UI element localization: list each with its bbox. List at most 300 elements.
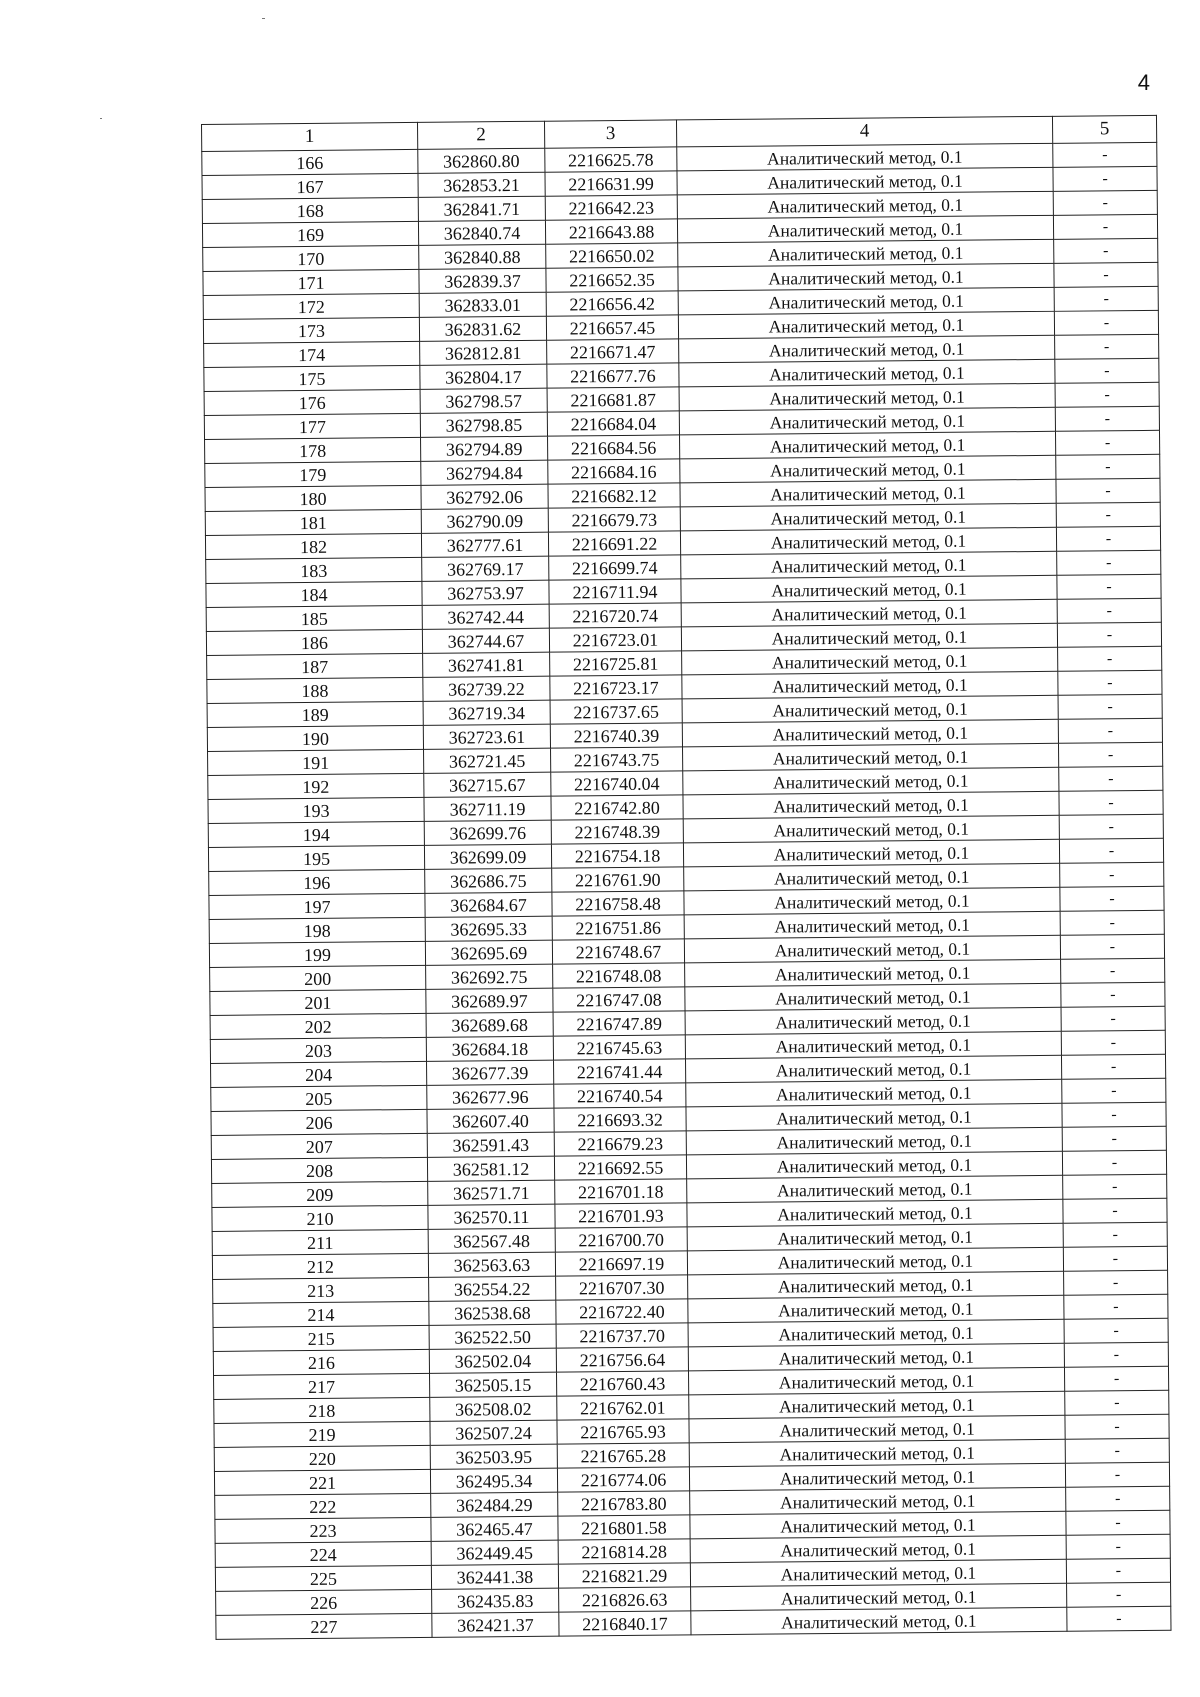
x-coordinate-cell: 362435.83	[432, 1588, 559, 1613]
description-cell: -	[1063, 1246, 1167, 1271]
description-cell: -	[1064, 1270, 1168, 1295]
point-number-cell: 180	[205, 485, 421, 511]
point-number-cell: 196	[209, 869, 425, 895]
point-number-cell: 206	[211, 1109, 427, 1135]
x-coordinate-cell: 362715.67	[424, 772, 551, 797]
description-cell: -	[1057, 574, 1161, 599]
point-number-cell: 185	[206, 605, 422, 631]
x-coordinate-cell: 362790.09	[421, 508, 548, 533]
description-cell: -	[1057, 598, 1161, 623]
description-cell: -	[1060, 934, 1164, 959]
x-coordinate-cell: 362538.68	[429, 1300, 556, 1325]
method-cell: Аналитический метод, 0.1	[679, 359, 1055, 387]
method-cell: Аналитический метод, 0.1	[686, 1079, 1062, 1107]
column-header-y: 3	[544, 120, 676, 148]
method-cell: Аналитический метод, 0.1	[682, 719, 1058, 747]
method-cell: Аналитический метод, 0.1	[684, 911, 1060, 939]
description-cell: -	[1058, 646, 1162, 671]
method-cell: Аналитический метод, 0.1	[683, 767, 1059, 795]
method-cell: Аналитический метод, 0.1	[690, 1511, 1066, 1539]
y-coordinate-cell: 2216723.17	[550, 675, 682, 700]
point-number-cell: 199	[209, 941, 425, 967]
method-cell: Аналитический метод, 0.1	[677, 143, 1053, 171]
point-number-cell: 202	[210, 1013, 426, 1039]
point-number-cell: 191	[208, 749, 424, 775]
method-cell: Аналитический метод, 0.1	[677, 167, 1053, 195]
description-cell: -	[1063, 1222, 1167, 1247]
x-coordinate-cell: 362833.01	[419, 292, 546, 317]
x-coordinate-cell: 362798.57	[420, 388, 547, 413]
x-coordinate-cell: 362449.45	[431, 1540, 558, 1565]
point-number-cell: 218	[214, 1397, 430, 1423]
y-coordinate-cell: 2216631.99	[545, 171, 677, 196]
point-number-cell: 209	[212, 1181, 428, 1207]
method-cell: Аналитический метод, 0.1	[690, 1559, 1066, 1587]
x-coordinate-cell: 362739.22	[423, 676, 550, 701]
method-cell: Аналитический метод, 0.1	[681, 623, 1057, 651]
point-number-cell: 188	[207, 677, 423, 703]
y-coordinate-cell: 2216774.06	[557, 1467, 689, 1492]
description-cell: -	[1056, 454, 1160, 479]
description-cell: -	[1055, 334, 1159, 359]
y-coordinate-cell: 2216748.39	[551, 819, 683, 844]
x-coordinate-cell: 362695.33	[425, 916, 552, 941]
x-coordinate-cell: 362507.24	[430, 1420, 557, 1445]
x-coordinate-cell: 362831.62	[419, 316, 546, 341]
method-cell: Аналитический метод, 0.1	[685, 959, 1061, 987]
point-number-cell: 194	[208, 821, 424, 847]
description-cell: -	[1055, 406, 1159, 431]
y-coordinate-cell: 2216701.18	[555, 1179, 687, 1204]
method-cell: Аналитический метод, 0.1	[677, 215, 1053, 243]
point-number-cell: 189	[207, 701, 423, 727]
y-coordinate-cell: 2216722.40	[556, 1299, 688, 1324]
method-cell: Аналитический метод, 0.1	[689, 1439, 1065, 1467]
x-coordinate-cell: 362571.71	[428, 1180, 555, 1205]
point-number-cell: 212	[212, 1253, 428, 1279]
x-coordinate-cell: 362794.84	[421, 460, 548, 485]
method-cell: Аналитический метод, 0.1	[688, 1271, 1064, 1299]
x-coordinate-cell: 362753.97	[422, 580, 549, 605]
x-coordinate-cell: 362502.04	[429, 1348, 556, 1373]
x-coordinate-cell: 362695.69	[425, 940, 552, 965]
description-cell: -	[1061, 1030, 1165, 1055]
description-cell: -	[1066, 1558, 1170, 1583]
x-coordinate-cell: 362554.22	[429, 1276, 556, 1301]
x-coordinate-cell: 362421.37	[432, 1612, 559, 1637]
method-cell: Аналитический метод, 0.1	[688, 1319, 1064, 1347]
x-coordinate-cell: 362505.15	[430, 1372, 557, 1397]
point-number-cell: 174	[204, 341, 420, 367]
method-cell: Аналитический метод, 0.1	[687, 1199, 1063, 1227]
x-coordinate-cell: 362503.95	[430, 1444, 557, 1469]
coordinates-table	[201, 115, 1172, 1640]
x-coordinate-cell: 362689.68	[426, 1012, 553, 1037]
point-number-cell: 223	[215, 1517, 431, 1543]
description-cell: -	[1054, 262, 1158, 287]
x-coordinate-cell: 362567.48	[428, 1228, 555, 1253]
x-coordinate-cell: 362441.38	[431, 1564, 558, 1589]
description-cell: -	[1058, 718, 1162, 743]
y-coordinate-cell: 2216671.47	[547, 339, 679, 364]
y-coordinate-cell: 2216656.42	[546, 291, 678, 316]
description-cell: -	[1061, 1054, 1165, 1079]
method-cell: Аналитический метод, 0.1	[686, 1127, 1062, 1155]
point-number-cell: 186	[206, 629, 422, 655]
method-cell: Аналитический метод, 0.1	[685, 1031, 1061, 1059]
point-number-cell: 173	[203, 317, 419, 343]
description-cell: -	[1057, 622, 1161, 647]
point-number-cell: 226	[216, 1589, 432, 1615]
y-coordinate-cell: 2216761.90	[552, 867, 684, 892]
x-coordinate-cell: 362794.89	[421, 436, 548, 461]
description-cell: -	[1062, 1150, 1166, 1175]
description-cell: -	[1065, 1438, 1169, 1463]
description-cell: -	[1060, 910, 1164, 935]
description-cell: -	[1060, 862, 1164, 887]
method-cell: Аналитический метод, 0.1	[677, 191, 1053, 219]
column-header-point-number: 1	[202, 122, 418, 151]
y-coordinate-cell: 2216751.86	[552, 915, 684, 940]
point-number-cell: 181	[205, 509, 421, 535]
point-number-cell: 224	[215, 1541, 431, 1567]
point-number-cell: 197	[209, 893, 425, 919]
y-coordinate-cell: 2216681.87	[547, 387, 679, 412]
point-number-cell: 182	[205, 533, 421, 559]
y-coordinate-cell: 2216737.70	[556, 1323, 688, 1348]
method-cell: Аналитический метод, 0.1	[678, 287, 1054, 315]
method-cell: Аналитический метод, 0.1	[690, 1487, 1066, 1515]
point-number-cell: 208	[211, 1157, 427, 1183]
x-coordinate-cell: 362741.81	[423, 652, 550, 677]
method-cell: Аналитический метод, 0.1	[685, 983, 1061, 1011]
method-cell: Аналитический метод, 0.1	[686, 1103, 1062, 1131]
x-coordinate-cell: 362465.47	[431, 1516, 558, 1541]
y-coordinate-cell: 2216723.01	[549, 627, 681, 652]
description-cell: -	[1053, 166, 1157, 191]
description-cell: -	[1064, 1318, 1168, 1343]
description-cell: -	[1060, 886, 1164, 911]
x-coordinate-cell: 362841.71	[418, 196, 545, 221]
method-cell: Аналитический метод, 0.1	[687, 1175, 1063, 1203]
y-coordinate-cell: 2216701.93	[555, 1203, 687, 1228]
method-cell: Аналитический метод, 0.1	[688, 1367, 1064, 1395]
y-coordinate-cell: 2216814.28	[558, 1539, 690, 1564]
y-coordinate-cell: 2216762.01	[557, 1395, 689, 1420]
x-coordinate-cell: 362777.61	[421, 532, 548, 557]
y-coordinate-cell: 2216743.75	[551, 747, 683, 772]
point-number-cell: 172	[203, 293, 419, 319]
y-coordinate-cell: 2216826.63	[559, 1587, 691, 1612]
description-cell: -	[1053, 190, 1157, 215]
description-cell: -	[1065, 1414, 1169, 1439]
y-coordinate-cell: 2216758.48	[552, 891, 684, 916]
method-cell: Аналитический метод, 0.1	[679, 407, 1055, 435]
y-coordinate-cell: 2216679.23	[554, 1131, 686, 1156]
method-cell: Аналитический метод, 0.1	[680, 503, 1056, 531]
method-cell: Аналитический метод, 0.1	[679, 335, 1055, 363]
description-cell: -	[1059, 814, 1163, 839]
point-number-cell: 192	[208, 773, 424, 799]
method-cell: Аналитический метод, 0.1	[681, 551, 1057, 579]
y-coordinate-cell: 2216765.28	[557, 1443, 689, 1468]
method-cell: Аналитический метод, 0.1	[681, 599, 1057, 627]
method-cell: Аналитический метод, 0.1	[684, 887, 1060, 915]
y-coordinate-cell: 2216765.93	[557, 1419, 689, 1444]
description-cell: -	[1063, 1198, 1167, 1223]
point-number-cell: 177	[204, 413, 420, 439]
x-coordinate-cell: 362804.17	[420, 364, 547, 389]
point-number-cell: 219	[214, 1421, 430, 1447]
description-cell: -	[1056, 478, 1160, 503]
y-coordinate-cell: 2216684.56	[548, 435, 680, 460]
y-coordinate-cell: 2216756.64	[556, 1347, 688, 1372]
description-cell: -	[1064, 1294, 1168, 1319]
description-cell: -	[1062, 1078, 1166, 1103]
y-coordinate-cell: 2216657.45	[546, 315, 678, 340]
y-coordinate-cell: 2216682.12	[548, 483, 680, 508]
description-cell: -	[1064, 1366, 1168, 1391]
point-number-cell: 215	[213, 1325, 429, 1351]
point-number-cell: 187	[207, 653, 423, 679]
description-cell: -	[1061, 958, 1165, 983]
y-coordinate-cell: 2216748.08	[553, 963, 685, 988]
x-coordinate-cell: 362591.43	[427, 1132, 554, 1157]
x-coordinate-cell: 362677.96	[427, 1084, 554, 1109]
point-number-cell: 207	[211, 1133, 427, 1159]
x-coordinate-cell: 362684.18	[426, 1036, 553, 1061]
description-cell: -	[1066, 1486, 1170, 1511]
x-coordinate-cell: 362677.39	[427, 1060, 554, 1085]
method-cell: Аналитический метод, 0.1	[680, 431, 1056, 459]
description-cell: -	[1054, 238, 1158, 263]
method-cell: Аналитический метод, 0.1	[683, 839, 1059, 867]
description-cell: -	[1055, 382, 1159, 407]
x-coordinate-cell: 362484.29	[431, 1492, 558, 1517]
point-number-cell: 169	[202, 221, 418, 247]
x-coordinate-cell: 362860.80	[418, 148, 545, 173]
point-number-cell: 168	[202, 197, 418, 223]
description-cell: -	[1058, 670, 1162, 695]
point-number-cell: 184	[206, 581, 422, 607]
y-coordinate-cell: 2216747.08	[553, 987, 685, 1012]
y-coordinate-cell: 2216684.16	[548, 459, 680, 484]
point-number-cell: 204	[211, 1061, 427, 1087]
description-cell: -	[1063, 1174, 1167, 1199]
method-cell: Аналитический метод, 0.1	[687, 1223, 1063, 1251]
x-coordinate-cell: 362798.85	[420, 412, 547, 437]
method-cell: Аналитический метод, 0.1	[691, 1607, 1067, 1635]
description-cell: -	[1067, 1606, 1171, 1631]
y-coordinate-cell: 2216697.19	[555, 1251, 687, 1276]
x-coordinate-cell: 362495.34	[430, 1468, 557, 1493]
x-coordinate-cell: 362839.37	[419, 268, 546, 293]
point-number-cell: 179	[205, 461, 421, 487]
y-coordinate-cell: 2216801.58	[558, 1515, 690, 1540]
method-cell: Аналитический метод, 0.1	[687, 1247, 1063, 1275]
x-coordinate-cell: 362853.21	[418, 172, 545, 197]
y-coordinate-cell: 2216711.94	[549, 579, 681, 604]
point-number-cell: 175	[204, 365, 420, 391]
point-number-cell: 205	[211, 1085, 427, 1111]
method-cell: Аналитический метод, 0.1	[688, 1295, 1064, 1323]
point-number-cell: 171	[203, 269, 419, 295]
y-coordinate-cell: 2216737.65	[550, 699, 682, 724]
y-coordinate-cell: 2216652.35	[546, 267, 678, 292]
point-number-cell: 225	[215, 1565, 431, 1591]
x-coordinate-cell: 362699.09	[424, 844, 551, 869]
point-number-cell: 214	[213, 1301, 429, 1327]
point-number-cell: 176	[204, 389, 420, 415]
method-cell: Аналитический метод, 0.1	[683, 815, 1059, 843]
x-coordinate-cell: 362692.75	[426, 964, 553, 989]
column-header-method: 4	[676, 116, 1052, 147]
x-coordinate-cell: 362840.74	[418, 220, 545, 245]
column-header-x: 2	[417, 121, 544, 149]
description-cell: -	[1059, 766, 1163, 791]
method-cell: Аналитический метод, 0.1	[680, 455, 1056, 483]
point-number-cell: 221	[214, 1469, 430, 1495]
description-cell: -	[1058, 742, 1162, 767]
description-cell: -	[1064, 1342, 1168, 1367]
x-coordinate-cell: 362723.61	[423, 724, 550, 749]
point-number-cell: 211	[212, 1229, 428, 1255]
x-coordinate-cell: 362769.17	[422, 556, 549, 581]
method-cell: Аналитический метод, 0.1	[684, 935, 1060, 963]
x-coordinate-cell: 362607.40	[427, 1108, 554, 1133]
point-number-cell: 222	[215, 1493, 431, 1519]
method-cell: Аналитический метод, 0.1	[683, 743, 1059, 771]
y-coordinate-cell: 2216700.70	[555, 1227, 687, 1252]
description-cell: -	[1061, 982, 1165, 1007]
page-number: 4	[1137, 70, 1150, 95]
method-cell: Аналитический метод, 0.1	[686, 1151, 1062, 1179]
x-coordinate-cell: 362744.67	[422, 628, 549, 653]
description-cell: -	[1055, 358, 1159, 383]
description-cell: -	[1062, 1102, 1166, 1127]
description-cell: -	[1062, 1126, 1166, 1151]
description-cell: -	[1059, 838, 1163, 863]
x-coordinate-cell: 362721.45	[424, 748, 551, 773]
y-coordinate-cell: 2216740.54	[554, 1083, 686, 1108]
point-number-cell: 195	[208, 845, 424, 871]
method-cell: Аналитический метод, 0.1	[678, 263, 1054, 291]
method-cell: Аналитический метод, 0.1	[688, 1343, 1064, 1371]
description-cell: -	[1065, 1462, 1169, 1487]
method-cell: Аналитический метод, 0.1	[678, 239, 1054, 267]
description-cell: -	[1066, 1510, 1170, 1535]
point-number-cell: 227	[216, 1613, 432, 1639]
method-cell: Аналитический метод, 0.1	[690, 1535, 1066, 1563]
description-cell: -	[1055, 430, 1159, 455]
method-cell: Аналитический метод, 0.1	[682, 647, 1058, 675]
method-cell: Аналитический метод, 0.1	[685, 1007, 1061, 1035]
description-cell: -	[1066, 1534, 1170, 1559]
method-cell: Аналитический метод, 0.1	[685, 1055, 1061, 1083]
description-cell: -	[1054, 286, 1158, 311]
point-number-cell: 220	[214, 1445, 430, 1471]
point-number-cell: 217	[214, 1373, 430, 1399]
description-cell: -	[1057, 550, 1161, 575]
y-coordinate-cell: 2216679.73	[548, 507, 680, 532]
description-cell: -	[1056, 526, 1160, 551]
y-coordinate-cell: 2216840.17	[559, 1611, 691, 1636]
point-number-cell: 178	[205, 437, 421, 463]
method-cell: Аналитический метод, 0.1	[684, 863, 1060, 891]
y-coordinate-cell: 2216725.81	[550, 651, 682, 676]
point-number-cell: 166	[202, 149, 418, 175]
y-coordinate-cell: 2216748.67	[552, 939, 684, 964]
method-cell: Аналитический метод, 0.1	[683, 791, 1059, 819]
x-coordinate-cell: 362684.67	[425, 892, 552, 917]
x-coordinate-cell: 362792.06	[421, 484, 548, 509]
y-coordinate-cell: 2216650.02	[546, 243, 678, 268]
method-cell: Аналитический метод, 0.1	[680, 527, 1056, 555]
method-cell: Аналитический метод, 0.1	[681, 575, 1057, 603]
description-cell: -	[1067, 1582, 1171, 1607]
x-coordinate-cell: 362711.19	[424, 796, 551, 821]
x-coordinate-cell: 362812.81	[420, 340, 547, 365]
y-coordinate-cell: 2216699.74	[549, 555, 681, 580]
y-coordinate-cell: 2216740.39	[550, 723, 682, 748]
description-cell: -	[1056, 502, 1160, 527]
x-coordinate-cell: 362686.75	[425, 868, 552, 893]
description-cell: -	[1054, 310, 1158, 335]
method-cell: Аналитический метод, 0.1	[682, 695, 1058, 723]
y-coordinate-cell: 2216693.32	[554, 1107, 686, 1132]
x-coordinate-cell: 362522.50	[429, 1324, 556, 1349]
point-number-cell: 213	[213, 1277, 429, 1303]
method-cell: Аналитический метод, 0.1	[678, 311, 1054, 339]
y-coordinate-cell: 2216643.88	[545, 219, 677, 244]
y-coordinate-cell: 2216740.04	[551, 771, 683, 796]
y-coordinate-cell: 2216692.55	[554, 1155, 686, 1180]
point-number-cell: 198	[209, 917, 425, 943]
method-cell: Аналитический метод, 0.1	[682, 671, 1058, 699]
method-cell: Аналитический метод, 0.1	[680, 479, 1056, 507]
y-coordinate-cell: 2216747.89	[553, 1011, 685, 1036]
description-cell: -	[1053, 142, 1157, 167]
y-coordinate-cell: 2216625.78	[545, 147, 677, 172]
point-number-cell: 203	[210, 1037, 426, 1063]
method-cell: Аналитический метод, 0.1	[689, 1415, 1065, 1443]
y-coordinate-cell: 2216754.18	[551, 843, 683, 868]
method-cell: Аналитический метод, 0.1	[689, 1391, 1065, 1419]
point-number-cell: 183	[206, 557, 422, 583]
point-number-cell: 190	[207, 725, 423, 751]
description-cell: -	[1053, 214, 1157, 239]
y-coordinate-cell: 2216720.74	[549, 603, 681, 628]
description-cell: -	[1058, 694, 1162, 719]
y-coordinate-cell: 2216642.23	[545, 195, 677, 220]
x-coordinate-cell: 362563.63	[428, 1252, 555, 1277]
x-coordinate-cell: 362581.12	[427, 1156, 554, 1181]
y-coordinate-cell: 2216684.04	[547, 411, 679, 436]
table-body	[202, 142, 1171, 1639]
x-coordinate-cell: 362840.88	[419, 244, 546, 269]
y-coordinate-cell: 2216741.44	[554, 1059, 686, 1084]
y-coordinate-cell: 2216677.76	[547, 363, 679, 388]
scan-mark	[262, 18, 265, 19]
y-coordinate-cell: 2216742.80	[551, 795, 683, 820]
point-number-cell: 210	[212, 1205, 428, 1231]
method-cell: Аналитический метод, 0.1	[691, 1583, 1067, 1611]
y-coordinate-cell: 2216821.29	[558, 1563, 690, 1588]
scan-mark	[100, 118, 102, 119]
x-coordinate-cell: 362689.97	[426, 988, 553, 1013]
point-number-cell: 216	[213, 1349, 429, 1375]
y-coordinate-cell: 2216691.22	[548, 531, 680, 556]
